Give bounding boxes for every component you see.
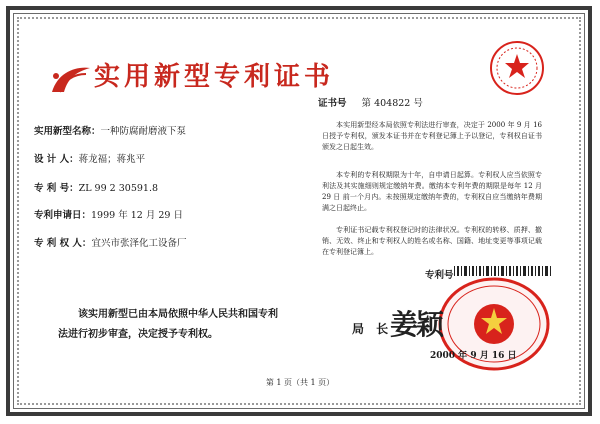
field-label: 实用新型名称： [34, 126, 101, 137]
field-patent-number [34, 183, 158, 195]
grant-statement: 该实用新型已由本局依照中华人民共和国专利法进行初步审查，决定授予专利权。 [58, 309, 278, 340]
field-designer [34, 154, 145, 166]
seal-label: 专利号 [425, 270, 454, 281]
certificate-number [318, 95, 423, 109]
field-label: 专 利 权 人： [34, 238, 92, 249]
page-number: 第 1 页（共 1 页） [265, 378, 335, 387]
patent-office-logo-icon [46, 62, 94, 96]
issue-date: 2000 年 9 月 16 日 [430, 351, 517, 361]
page-title: 实用新型专利证书 [94, 62, 335, 92]
director-label: 局 长 [352, 322, 393, 336]
cert-no-label: 证书号 [318, 98, 347, 109]
field-label: 设 计 人： [34, 154, 79, 165]
field-value: ZL 99 2 30591.8 [78, 183, 159, 194]
field-value: 1999 年 12 月 29 日 [91, 210, 183, 221]
field-label: 专 利 号： [34, 183, 79, 194]
field-application-date [34, 210, 183, 222]
body-paragraph: 本专利的专利权期限为十年，自申请日起算。专利权人应当依照专利法及其实施细则规定缴纳年费。缴纳本专利年费的期限是每年 12 月 29 日 前一个月内。未按照规定缴纳年费的，专利权自应当缴纳年费期满之日起终止。 [322, 171, 542, 212]
field-value: 宜兴市张泽化工设备厂 [91, 238, 187, 249]
cert-no-value: 第 404822 号 [361, 98, 423, 109]
director-signature: 姜颖 [390, 308, 443, 341]
body-paragraph: 专利证书记载专利权登记时的法律状况。专利权的转移、质押、撤销、无效、终止和专利权人的姓名或名称、国籍、地址变更等事项记载在专利登记簿上。 [322, 226, 542, 256]
field-label: 专利申请日： [34, 210, 92, 221]
field-patentee [34, 238, 186, 250]
field-value: 蒋龙福；蒋兆平 [78, 154, 146, 165]
official-seal-icon [482, 38, 552, 98]
body-paragraph: 本实用新型经本局依照专利法进行审查，决定于 2000 年 9 月 16 日授予专利权，颁发本证书并在专利登记簿上予以登记，专利权自证书颁发之日起生效。 [322, 121, 542, 151]
barcode-icon [420, 266, 554, 276]
field-utility-name [34, 126, 186, 138]
field-value: 一种防腐耐磨液下泵 [100, 126, 187, 137]
